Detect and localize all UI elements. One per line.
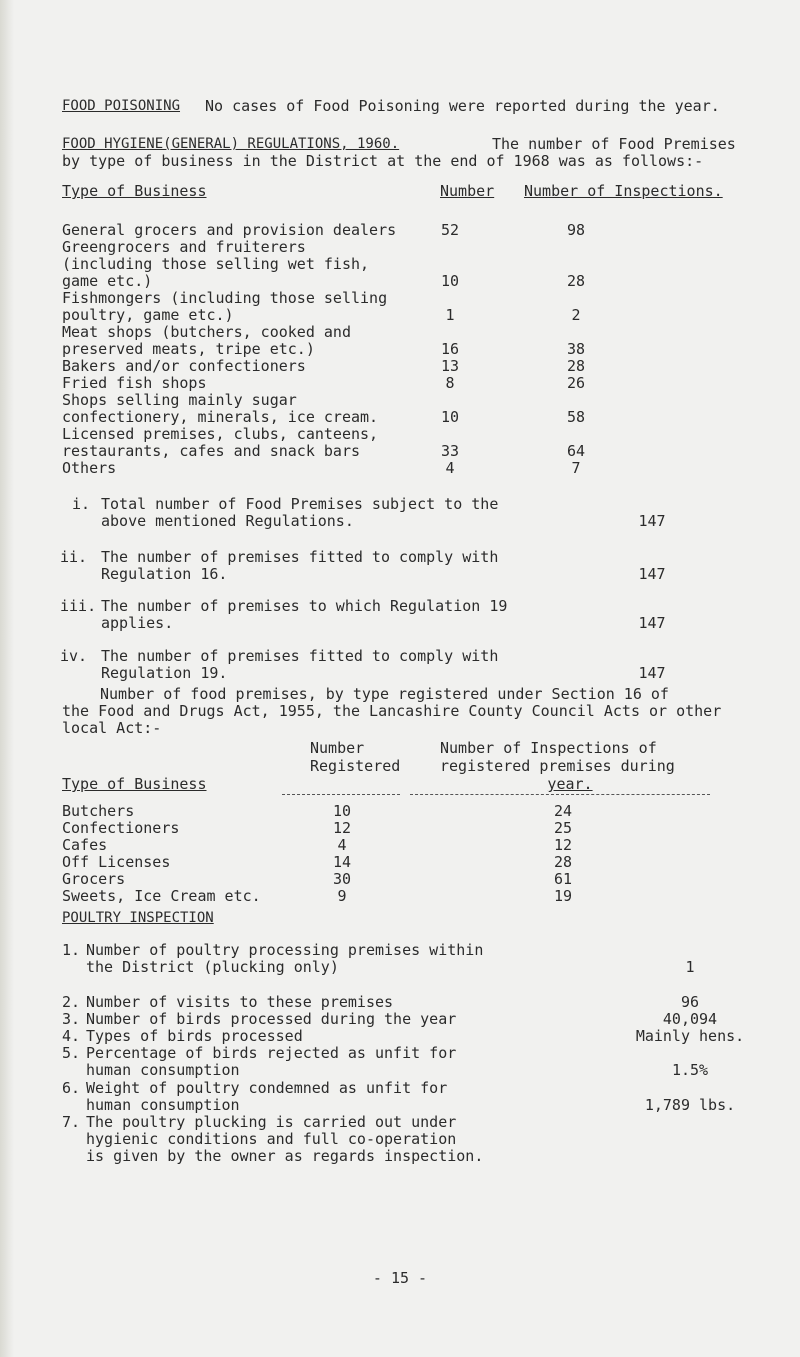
registered-row-number: 4 — [337, 836, 347, 854]
poultry-item-number: 2. — [62, 993, 81, 1011]
summary-item-text: above mentioned Regulations. — [101, 512, 354, 530]
summary-item-text: The number of premises fitted to comply with — [101, 548, 499, 566]
hygiene-row-number: 1 — [445, 306, 455, 324]
reg-col-registered-1: Number — [310, 739, 365, 757]
poultry-item-text: the District (plucking only) — [86, 958, 339, 976]
hygiene-row-inspections: 38 — [566, 340, 586, 358]
poultry-item-text: hygienic conditions and full co-operation — [86, 1130, 457, 1148]
hygiene-row-number: 10 — [440, 272, 460, 290]
registered-row-type: Cafes — [62, 836, 108, 854]
scan-edge-shadow — [0, 0, 14, 1357]
hygiene-intro-2: by type of business in the District at the end of 1968 was as follows:- — [62, 152, 704, 170]
hygiene-row-number: 13 — [440, 357, 460, 375]
poultry-item-value: 1.5% — [671, 1061, 709, 1079]
hygiene-heading-text: FOOD HYGIENE(GENERAL) REGULATIONS, 1960. — [62, 136, 400, 152]
poultry-item-text: Weight of poultry condemned as unfit for — [86, 1079, 448, 1097]
hygiene-row-number: 16 — [440, 340, 460, 358]
hygiene-row-type: Others — [62, 459, 117, 477]
food-poisoning-text: No cases of Food Poisoning were reported during the year. — [205, 97, 720, 115]
hygiene-row-type: Greengrocers and fruiterers — [62, 238, 306, 256]
summary-item-text: The number of premises to which Regulation 19 — [101, 597, 508, 615]
hygiene-row-type: Licensed premises, clubs, canteens, — [62, 425, 379, 443]
hygiene-row-inspections: 26 — [566, 374, 586, 392]
registered-row-type: Sweets, Ice Cream etc. — [62, 887, 261, 905]
hygiene-row-type: (including those selling wet fish, — [62, 255, 370, 273]
registered-row-type: Grocers — [62, 870, 126, 888]
summary-item-value: 147 — [638, 664, 666, 682]
poultry-item-number: 1. — [62, 941, 81, 959]
hygiene-row-type: preserved meats, tripe etc.) — [62, 340, 315, 358]
summary-item-value: 147 — [638, 512, 666, 530]
reg-col-registered-rule — [282, 794, 400, 795]
registered-row-number: 14 — [332, 853, 352, 871]
summary-item-number: i. — [72, 495, 91, 513]
hygiene-row-type: game etc.) — [62, 272, 153, 290]
registered-row-inspections: 19 — [553, 887, 573, 905]
summary-item-number: iv. — [60, 647, 88, 665]
hygiene-row-number: 8 — [445, 374, 455, 392]
poultry-item-text: The poultry plucking is carried out under — [86, 1113, 457, 1131]
registered-intro-line: the Food and Drugs Act, 1955, the Lancashire County Council Acts or other — [62, 702, 722, 720]
poultry-item-number: 5. — [62, 1044, 81, 1062]
hygiene-row-type: Shops selling mainly sugar — [62, 391, 297, 409]
poultry-item-text: Percentage of birds rejected as unfit for — [86, 1044, 457, 1062]
registered-row-number: 30 — [332, 870, 352, 888]
registered-intro-line: Number of food premises, by type registered under Section 16 of — [100, 685, 669, 703]
registered-row-number: 12 — [332, 819, 352, 837]
hygiene-row-inspections: 28 — [566, 272, 586, 290]
hygiene-row-inspections: 7 — [571, 459, 581, 477]
registered-row-inspections: 12 — [553, 836, 573, 854]
hygiene-col-inspections: Number of Inspections. — [524, 182, 723, 200]
summary-item-text: applies. — [101, 614, 174, 632]
food-poisoning-heading: FOOD POISONING — [62, 98, 181, 114]
hygiene-row-inspections: 58 — [566, 408, 586, 426]
hygiene-row-type: confectionery, minerals, ice cream. — [62, 408, 379, 426]
registered-row-type: Butchers — [62, 802, 135, 820]
hygiene-row-inspections: 98 — [566, 221, 586, 239]
summary-item-text: Total number of Food Premises subject to the — [101, 495, 499, 513]
hygiene-row-type: poultry, game etc.) — [62, 306, 234, 324]
poultry-item-number: 6. — [62, 1079, 81, 1097]
hygiene-row-type: Fishmongers (including those selling — [62, 289, 388, 307]
page-number: - 15 - — [372, 1269, 428, 1287]
poultry-item-number: 4. — [62, 1027, 81, 1045]
registered-row-inspections: 28 — [553, 853, 573, 871]
registered-row-number: 10 — [332, 802, 352, 820]
poultry-item-text: Number of birds processed during the year — [86, 1010, 457, 1028]
registered-row-number: 9 — [337, 887, 347, 905]
poultry-item-text: human consumption — [86, 1061, 240, 1079]
summary-item-value: 147 — [638, 614, 666, 632]
summary-item-text: Regulation 16. — [101, 565, 228, 583]
poultry-item-value: Mainly hens. — [635, 1027, 745, 1045]
hygiene-row-type: Meat shops (butchers, cooked and — [62, 323, 351, 341]
poultry-item-value: 1 — [685, 958, 695, 976]
registered-row-inspections: 24 — [553, 802, 573, 820]
hygiene-row-type: Fried fish shops — [62, 374, 207, 392]
poultry-heading: POULTRY INSPECTION — [62, 910, 214, 926]
hygiene-col-type: Type of Business — [62, 182, 207, 200]
hygiene-row-inspections: 2 — [571, 306, 581, 324]
reg-col-insp-rule — [410, 794, 710, 795]
poultry-item-text: human consumption — [86, 1096, 240, 1114]
reg-col-registered-2: Registered — [310, 757, 401, 775]
reg-col-insp-2: registered premises during — [440, 757, 675, 775]
summary-item-value: 147 — [638, 565, 666, 583]
registered-row-inspections: 61 — [553, 870, 573, 888]
reg-col-type: Type of Business — [62, 775, 207, 793]
reg-col-insp-3: year. — [547, 775, 593, 793]
hygiene-row-inspections: 28 — [566, 357, 586, 375]
hygiene-row-number: 33 — [440, 442, 460, 460]
poultry-item-number: 3. — [62, 1010, 81, 1028]
poultry-item-text: is given by the owner as regards inspection. — [86, 1147, 484, 1165]
hygiene-row-number: 52 — [440, 221, 460, 239]
poultry-item-value: 40,094 — [662, 1010, 718, 1028]
hygiene-row-inspections: 64 — [566, 442, 586, 460]
poultry-item-number: 7. — [62, 1113, 81, 1131]
hygiene-heading — [62, 136, 399, 152]
registered-row-type: Off Licenses — [62, 853, 171, 871]
poultry-item-text: Types of birds processed — [86, 1027, 303, 1045]
hygiene-row-number: 4 — [445, 459, 455, 477]
hygiene-intro-1: The number of Food Premises — [492, 135, 736, 153]
hygiene-row-type: Bakers and/or confectioners — [62, 357, 306, 375]
poultry-item-text: Number of poultry processing premises within — [86, 941, 484, 959]
summary-item-number: iii. — [60, 597, 97, 615]
registered-row-inspections: 25 — [553, 819, 573, 837]
hygiene-col-number: Number — [440, 182, 495, 200]
poultry-item-value: 1,789 lbs. — [644, 1096, 736, 1114]
reg-col-insp-1: Number of Inspections of — [440, 739, 657, 757]
registered-row-type: Confectioners — [62, 819, 180, 837]
summary-item-text: Regulation 19. — [101, 664, 228, 682]
hygiene-row-type: restaurants, cafes and snack bars — [62, 442, 361, 460]
hygiene-row-number: 10 — [440, 408, 460, 426]
poultry-item-value: 96 — [680, 993, 700, 1011]
poultry-item-text: Number of visits to these premises — [86, 993, 394, 1011]
summary-item-text: The number of premises fitted to comply with — [101, 647, 499, 665]
summary-item-number: ii. — [60, 548, 88, 566]
registered-intro-line: local Act:- — [62, 719, 162, 737]
hygiene-row-type: General grocers and provision dealers — [62, 221, 397, 239]
